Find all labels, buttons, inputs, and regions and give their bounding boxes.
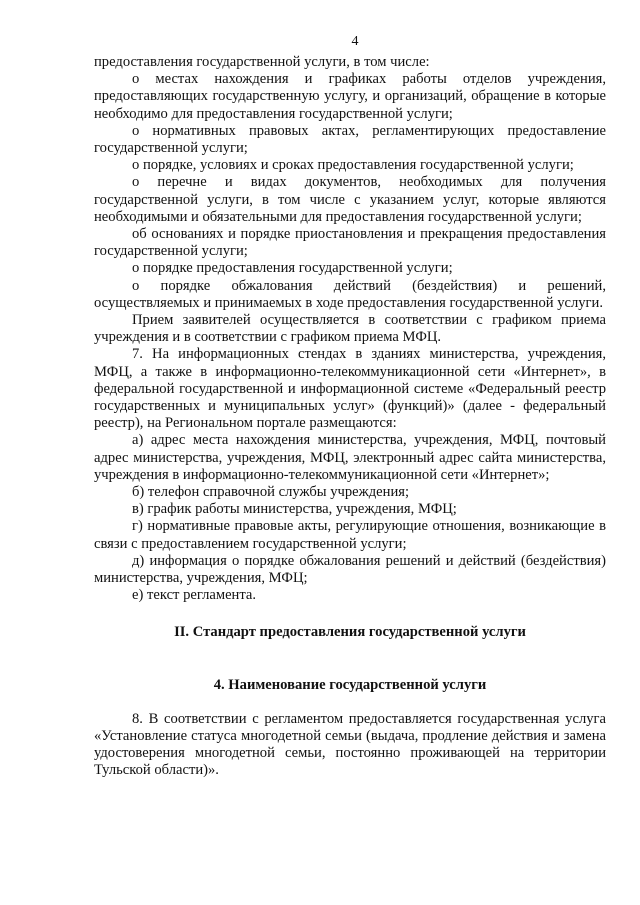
list-item-regulations: о нормативных правовых актах, регламентирующих предоставление государственной услуги; <box>94 122 606 157</box>
section-heading: II. Стандарт предоставления государственной услуги <box>174 623 526 640</box>
paragraph-reception: Прием заявителей осуществляется в соответствии с графиком приема учреждения и в соответствии с графиком приема МФЦ. <box>94 312 606 346</box>
subsection-heading: 4. Наименование государственной услуги <box>213 676 487 693</box>
list-item-conditions: о порядке, условиях и сроках предоставления государственной услуги; <box>132 157 574 174</box>
list-item-documents: о перечне и видах документов, необходимых для получения государственной услуги, в том числе с указанием услуг, которые являются необходимыми и обязательными для предоставления государственной услуги; <box>94 174 606 225</box>
paragraph-continuation: предоставления государственной услуги, в том числе: <box>94 54 430 70</box>
list-item-a: а) адрес места нахождения министерства, учреждения, МФЦ, почтовый адрес министерства, учреждения, МФЦ, электронный адрес сайта министерства, учреждения в информационно-телекоммуникационной сети «Интернет»; <box>94 432 606 483</box>
list-item-suspension: об основаниях и порядке приостановления и прекращения предоставления государственной услуги; <box>94 226 606 260</box>
list-item-procedure: о порядке предоставления государственной услуги; <box>132 260 453 277</box>
list-item-v: в) график работы министерства, учреждения, МФЦ; <box>132 501 457 518</box>
list-item-d: д) информация о порядке обжалования решений и действий (бездействия) министерства, учреждения, МФЦ; <box>94 552 606 587</box>
list-item-g: г) нормативные правовые акты, регулирующие отношения, возникающие в связи с предоставлением государственной услуги; <box>94 518 606 552</box>
list-item-b: б) телефон справочной службы учреждения; <box>132 484 410 501</box>
paragraph-8: 8. В соответствии с регламентом предоставляется государственная услуга «Установление статуса многодетной семьи (выдача, продление действия и замена удостоверения многодетной семьи, постоянно проживающей на территории Тульской области)». <box>94 710 606 779</box>
list-item-appeal: о порядке обжалования действий (бездействия) и решений, осуществляемых и принимаемых в ходе предоставления государственной услуги. <box>94 277 606 311</box>
list-item-e: е) текст регламента. <box>132 587 257 604</box>
list-item-locations: о местах нахождения и графиках работы отделов учреждения, предоставляющих государственную услугу, и организаций, обращение в которые необходимо для предоставления государственной услуги; <box>94 71 606 122</box>
paragraph-7: 7. На информационных стендах в зданиях министерства, учреждения, МФЦ, а также в информационно-телекоммуникационной сети «Интернет», в федеральной государственной и информационной системе «Федеральный реестр государственных и муниципальных услуг» (функций)» (далее - федеральный реестр), на Региональном портале размещаются: <box>94 346 606 432</box>
page-number: 4 <box>351 34 359 49</box>
document-page <box>94 34 606 779</box>
